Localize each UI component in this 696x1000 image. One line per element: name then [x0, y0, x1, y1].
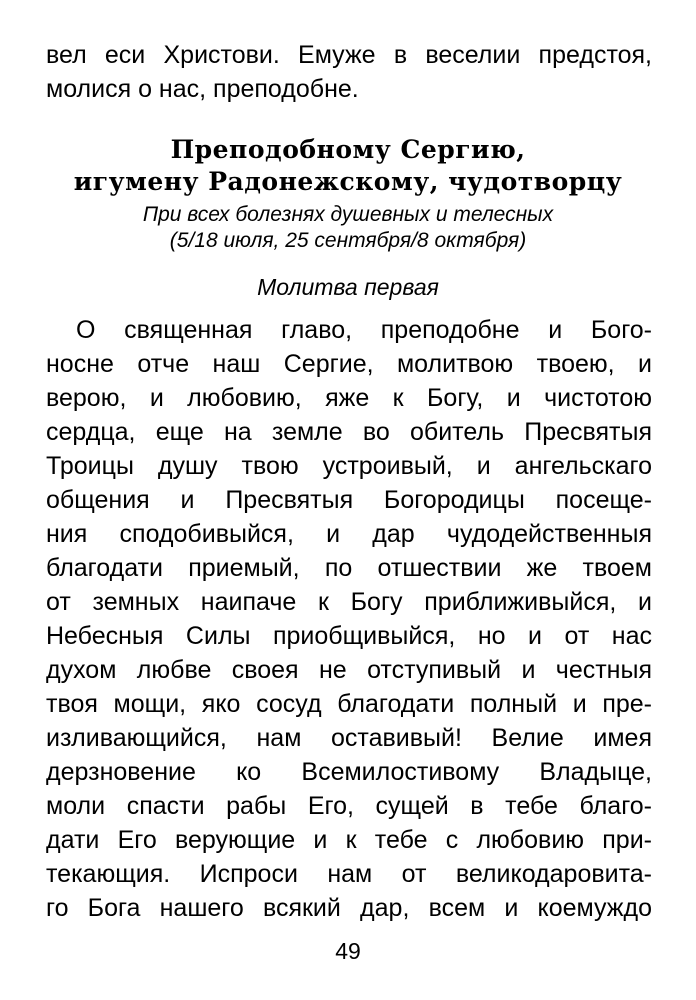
- prayer-line: духом любве своея не отступивый и честныя: [46, 656, 652, 684]
- prayer-line: общения и Пресвятыя Богородицы посеще-: [46, 486, 652, 514]
- prayer-line: благодати приемый, по отшествии же твоем: [46, 554, 652, 582]
- section-subtitle-line-2: (5/18 июля, 25 сентября/8 октября): [169, 229, 527, 252]
- prayer-line: верою, и любовию, яже к Богу, и чистотою: [46, 384, 652, 412]
- section-title-line-1: Преподобному Сергию,: [170, 135, 526, 164]
- prayer-line: носне отче наш Сергие, молитвою твоею, и: [46, 350, 652, 378]
- prayer-line: сердца, еще на земле во обитель Пресвятыя: [46, 418, 652, 446]
- section-subtitle-line-1: При всех болезнях душевных и телесных: [142, 203, 554, 226]
- prayer-line: дерзновение ко Всемилостивому Владыце,: [46, 758, 652, 786]
- prayer-line: текающия. Испроси нам от великодаровита-: [46, 860, 652, 888]
- prayer-line: от земных наипаче к Богу приближивыйся, и: [46, 588, 652, 616]
- prayer-line: дати Его верующие и к тебе с любовию при-: [46, 826, 652, 854]
- intro-line-1: вел еси Христови. Емуже в веселии предстоя,: [46, 41, 652, 69]
- prayer-line: изливающийся, нам оставивый! Велие имея: [46, 724, 652, 752]
- intro-line-2: молися о нас, преподобне.: [46, 75, 359, 103]
- prayer-line: О священная главо, преподобне и Бого-: [76, 316, 652, 344]
- prayer-line: моли спасти рабы Его, сущей в тебе благо-: [46, 792, 652, 820]
- prayer-line: твоя мощи, яко сосуд благодати полный и пре-: [46, 690, 652, 718]
- prayer-line: ния сподобивыйся, и дар чудодейственныя: [46, 520, 652, 548]
- page-number: 49: [335, 938, 361, 964]
- prayer-line: го Бога нашего всякий дар, всем и коемуждо: [46, 894, 652, 922]
- prayer-heading: Молитва первая: [257, 274, 439, 300]
- section-title-line-2: игумену Радонежскому, чудотворцу: [73, 167, 623, 196]
- prayer-line: Троицы душу твою устроивый, и ангельскаго: [46, 452, 652, 480]
- prayer-line: Небесныя Силы приобщивыйся, но и от нас: [46, 622, 652, 650]
